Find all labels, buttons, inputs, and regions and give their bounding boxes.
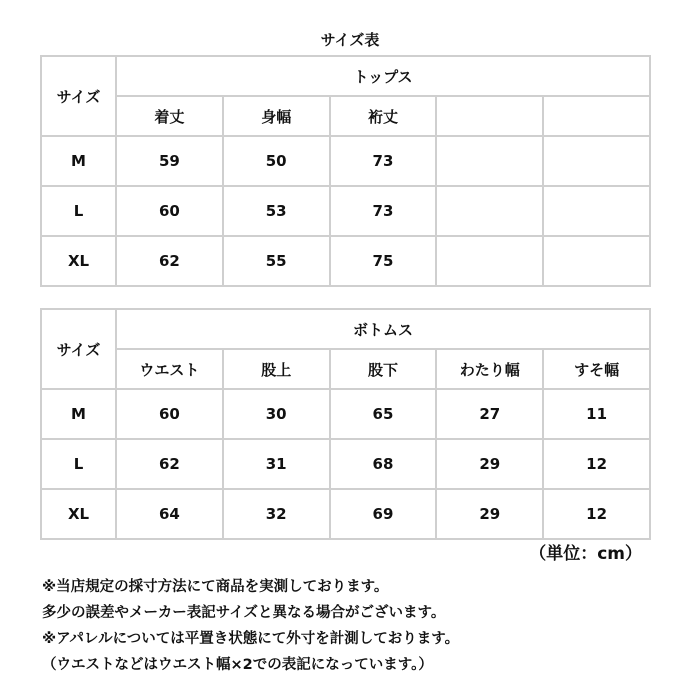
table-cell: 65 (330, 389, 437, 439)
note-line: ※アパレルについては平置き状態にて外寸を計測しております。 (42, 631, 460, 647)
table-cell: 73 (330, 186, 437, 236)
size-label: M (41, 389, 116, 439)
table-cell: 12 (543, 489, 650, 539)
table-cell: 69 (330, 489, 437, 539)
column-header: 裄丈 (330, 96, 437, 136)
size-label: M (41, 136, 116, 186)
table-cell: 32 (223, 489, 330, 539)
table-cell: 62 (116, 236, 223, 286)
size-label: XL (41, 236, 116, 286)
table-cell: 12 (543, 439, 650, 489)
table-cell (436, 136, 543, 186)
size-label: L (41, 439, 116, 489)
table-cell: 53 (223, 186, 330, 236)
table-cell (436, 186, 543, 236)
tops-size-table (40, 55, 651, 287)
table-cell: 60 (116, 389, 223, 439)
column-header: ウエスト (116, 349, 223, 389)
table-cell: 68 (330, 439, 437, 489)
column-header: 着丈 (116, 96, 223, 136)
size-label: XL (41, 489, 116, 539)
table-row (41, 389, 650, 439)
page-title: サイズ表 (320, 31, 380, 49)
table-cell (543, 186, 650, 236)
table-cell: 59 (116, 136, 223, 186)
table-cell: 27 (436, 389, 543, 439)
table-cell: 30 (223, 389, 330, 439)
column-header: 股下 (330, 349, 437, 389)
table-row (41, 489, 650, 539)
note-line: ※当店規定の採寸方法にて商品を実測しております。 (42, 579, 389, 595)
table-cell (543, 136, 650, 186)
table-cell (436, 236, 543, 286)
size-header: サイズ (41, 56, 116, 136)
column-header: わたり幅 (436, 349, 543, 389)
size-label: L (41, 186, 116, 236)
column-header: 股上 (223, 349, 330, 389)
table-cell: 62 (116, 439, 223, 489)
table-row (41, 136, 650, 186)
table-cell: 75 (330, 236, 437, 286)
unit-label: （単位：cm） (529, 544, 642, 564)
column-header: 身幅 (223, 96, 330, 136)
table-row (41, 186, 650, 236)
table-cell: 50 (223, 136, 330, 186)
table-cell: 55 (223, 236, 330, 286)
column-header (543, 96, 650, 136)
table-cell: 60 (116, 186, 223, 236)
bottoms-group-header: ボトムス (116, 309, 650, 349)
table-cell (543, 236, 650, 286)
column-header: すそ幅 (543, 349, 650, 389)
table-cell: 64 (116, 489, 223, 539)
size-header: サイズ (41, 309, 116, 389)
table-row (41, 439, 650, 489)
note-line: 多少の誤差やメーカー表記サイズと異なる場合がございます。 (42, 605, 446, 621)
table-cell: 29 (436, 439, 543, 489)
table-cell: 73 (330, 136, 437, 186)
notes-block (42, 574, 682, 678)
note-line: （ウエストなどはウエスト幅×2での表記になっています。） (42, 657, 433, 673)
bottoms-size-table (40, 308, 651, 540)
column-header (436, 96, 543, 136)
table-cell: 11 (543, 389, 650, 439)
table-row (41, 236, 650, 286)
tops-group-header: トップス (116, 56, 650, 96)
table-cell: 29 (436, 489, 543, 539)
table-cell: 31 (223, 439, 330, 489)
